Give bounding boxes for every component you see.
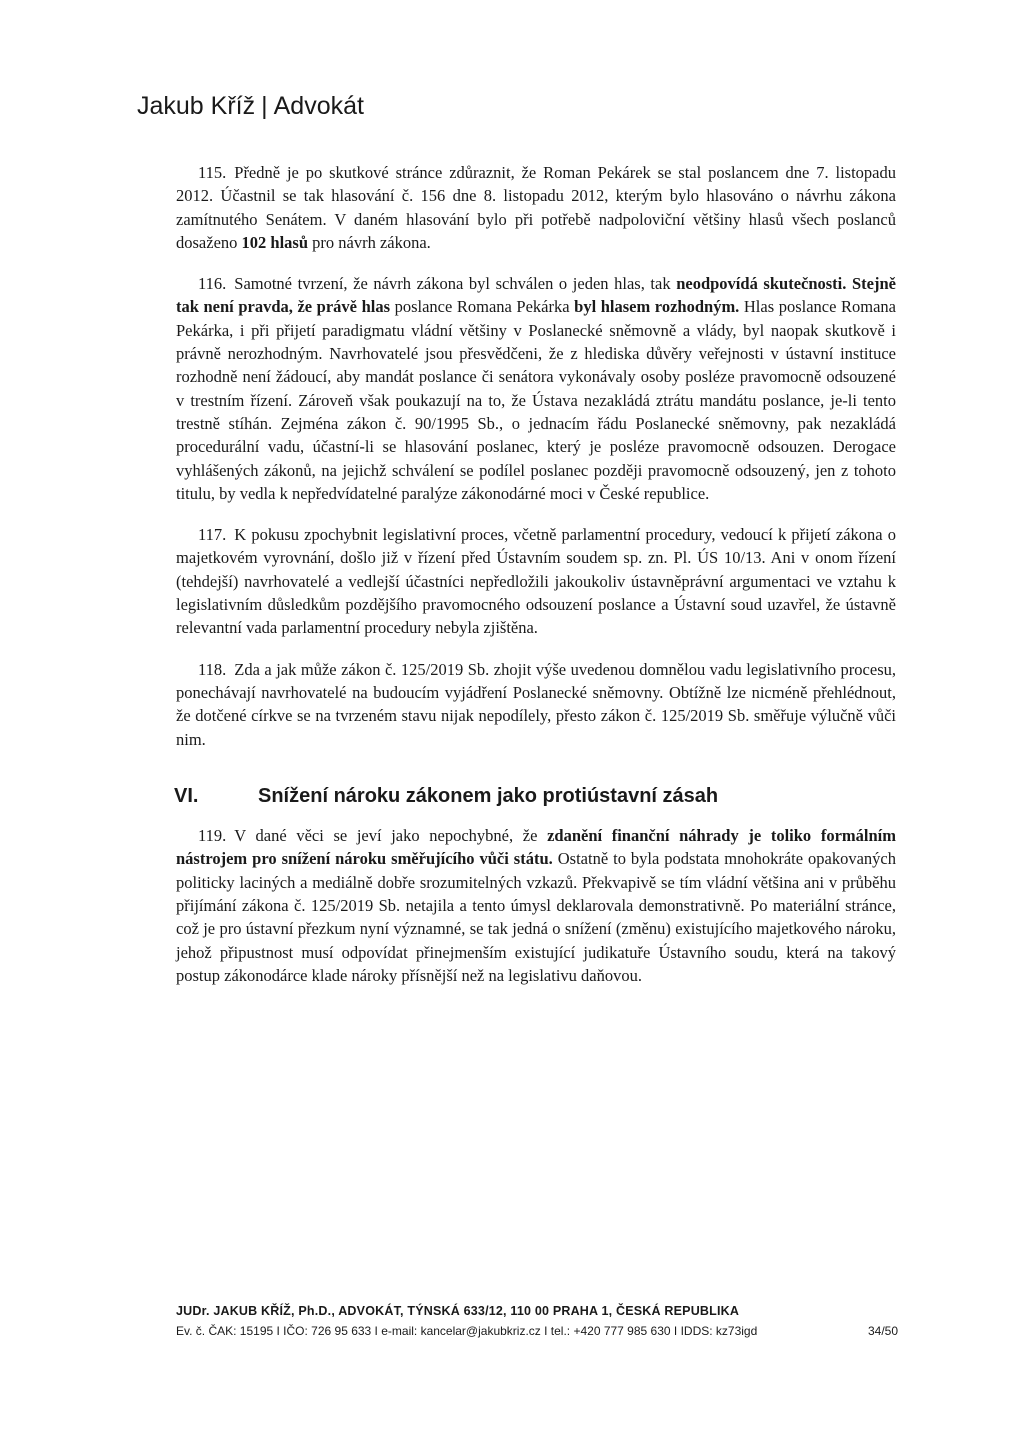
paragraph-emphasis: Stejně tak není pravda, že právě hlas <box>176 274 896 317</box>
section-heading <box>174 785 896 808</box>
paragraph-number: 117. <box>198 525 227 545</box>
footer-contacts: Ev. č. ČAK: 15195 I IČO: 726 95 633 I e-mail: kancelar@jakubkriz.cz I tel.: +420 777 985 630 I IDDS: kz73igd <box>176 1324 758 1338</box>
paragraph-number: 116. <box>198 274 227 294</box>
footer-address: JUDr. JAKUB KŘÍŽ, Ph.D., ADVOKÁT, TÝNSKÁ 633/12, 110 00 PRAHA 1, ČESKÁ REPUBLIKA <box>176 1304 740 1318</box>
paragraph-emphasis: byl hlasem rozhodným. <box>574 297 740 317</box>
paragraph-emphasis: 102 hlasů <box>241 232 309 252</box>
paragraph-text: V dané věci se jeví jako nepochybné, že <box>234 826 548 846</box>
paragraph-emphasis: zdanění finanční náhrady je toliko formálním nástrojem pro snížení nároku směřujícího vůči státu. <box>176 826 896 869</box>
letterhead-role: Advokát <box>273 92 364 120</box>
paragraph <box>176 161 896 254</box>
letterhead-separator: | <box>261 92 268 120</box>
letterhead-name: Jakub Kříž <box>137 92 256 120</box>
paragraph-emphasis: neodpovídá skutečnosti. <box>676 274 847 294</box>
paragraph <box>176 658 896 751</box>
paragraph-text: Samotné tvrzení, že návrh zákona byl schválen o jeden hlas, tak <box>234 274 677 294</box>
paragraph-text: poslance Romana Pekárka <box>390 297 575 317</box>
paragraph-text: Předně je po skutkové stránce zdůraznit, že Roman Pekárek se stal poslancem dne 7. listopadu 2012. Účastnil se tak hlasování č. 156 dne 8. listopadu 2012, kterým bylo hlasováno o návrhu zákona zamítnutého Senátem. V daném hlasování bylo při potřebě nadpoloviční většiny hlasů všech poslanců dosaženo <box>176 163 896 252</box>
paragraph <box>176 824 896 987</box>
paragraph-text: Hlas poslance Romana Pekárka, i při přijetí paradigmatu vládní většiny v Poslanecké sněmovně a vlády, byl naopak skutkově i právně nerozhodným. Navrhovatelé jsou přesvědčeni, že z hlediska důvěry veřejnosti v ústavní instituce rozhodně není žádoucí, aby mandát poslance či senátora vykonávaly osoby posléze pravomocně odsouzené v trestním řízení. Zároveň však poukazují na to, že Ústava nezakládá ztrátu mandátu poslance, je-li tento trestně stíhán. Zejména zákon č. 90/1995 Sb., o jednacím řádu Poslanecké sněmovny, pak nezakládá procedurální vadu, účastní-li se hlasování poslanec, který je posléze pravomocně odsouzen. Derogace vyhlášených zákonů, na jejichž schválení se podílel poslanec později pravomocně odsouzený, jen z tohoto titulu, by vedla k nepředvídatelné paralýze zákonodárné moci v České republice. <box>176 297 896 503</box>
paragraph-text: Zda a jak může zákon č. 125/2019 Sb. zhojit výše uvedenou domnělou vadu legislativního procesu, ponechávají navrhovatelé na budoucím vyjádření Poslanecké sněmovny. Obtížně lze nicméně přehlédnout, že dotčené církve se na tvrzeném stavu nijak nepodílely, přesto zákon č. 125/2019 Sb. směřuje výlučně vůči nim. <box>176 659 896 749</box>
paragraph-number: 118. <box>198 659 227 679</box>
page-number: 34/50 <box>867 1324 898 1338</box>
paragraph <box>176 272 896 505</box>
paragraphs-after <box>176 824 896 987</box>
section-title: Snížení nároku zákonem jako protiústavní zásah <box>258 784 719 807</box>
paragraph-text: K pokusu zpochybnit legislativní proces, včetně parlamentní procedury, vedoucí k přijetí zákona o majetkovém vyrovnání, došlo již v řízení před Ústavním soudem sp. zn. Pl. ÚS 10/13. Ani v onom řízení (tehdejší) navrhovatelé a vedlejší účastníci nepředložili jakoukoliv ústavněprávní argumentaci ve vztahu k legislativním důsledkům pozdějšího pravomocného odsouzení poslance a Ústavní soud uzavřel, že ústavně relevantní vada parlamentní procedury nebyla zjištěna. <box>176 525 896 638</box>
paragraph <box>176 523 896 639</box>
paragraphs-before <box>176 161 896 751</box>
letterhead <box>137 92 364 121</box>
document-body <box>176 161 896 1005</box>
page-footer <box>176 1304 898 1338</box>
paragraph-text: pro návrh zákona. <box>308 232 431 252</box>
paragraph-number: 115. <box>198 163 227 182</box>
paragraph-text: Ostatně to byla podstata mnohokráte opakovaných politicky laciných a mediálně dobře srozumitelných vzkazů. Překvapivě se tím vládní většina ani v průběhu přijímání zákona č. 125/2019 Sb. netajila a tento úmysl deklarovala demonstrativně. Po materiální stránce, což je pro ústavní přezkum nyní významné, se tak jedná o snížení (změnu) existujícího majetkového nároku, jehož připustnost musí odpovídat přinejmenším existující judikatuře Ústavního soudu, která na takový postup zákonodárce klade nároky přísnější než na legislativu daňovou. <box>176 849 896 985</box>
section-numeral: VI. <box>174 784 199 807</box>
footer-contacts-row <box>176 1324 898 1338</box>
paragraph-number: 119. <box>198 826 227 846</box>
